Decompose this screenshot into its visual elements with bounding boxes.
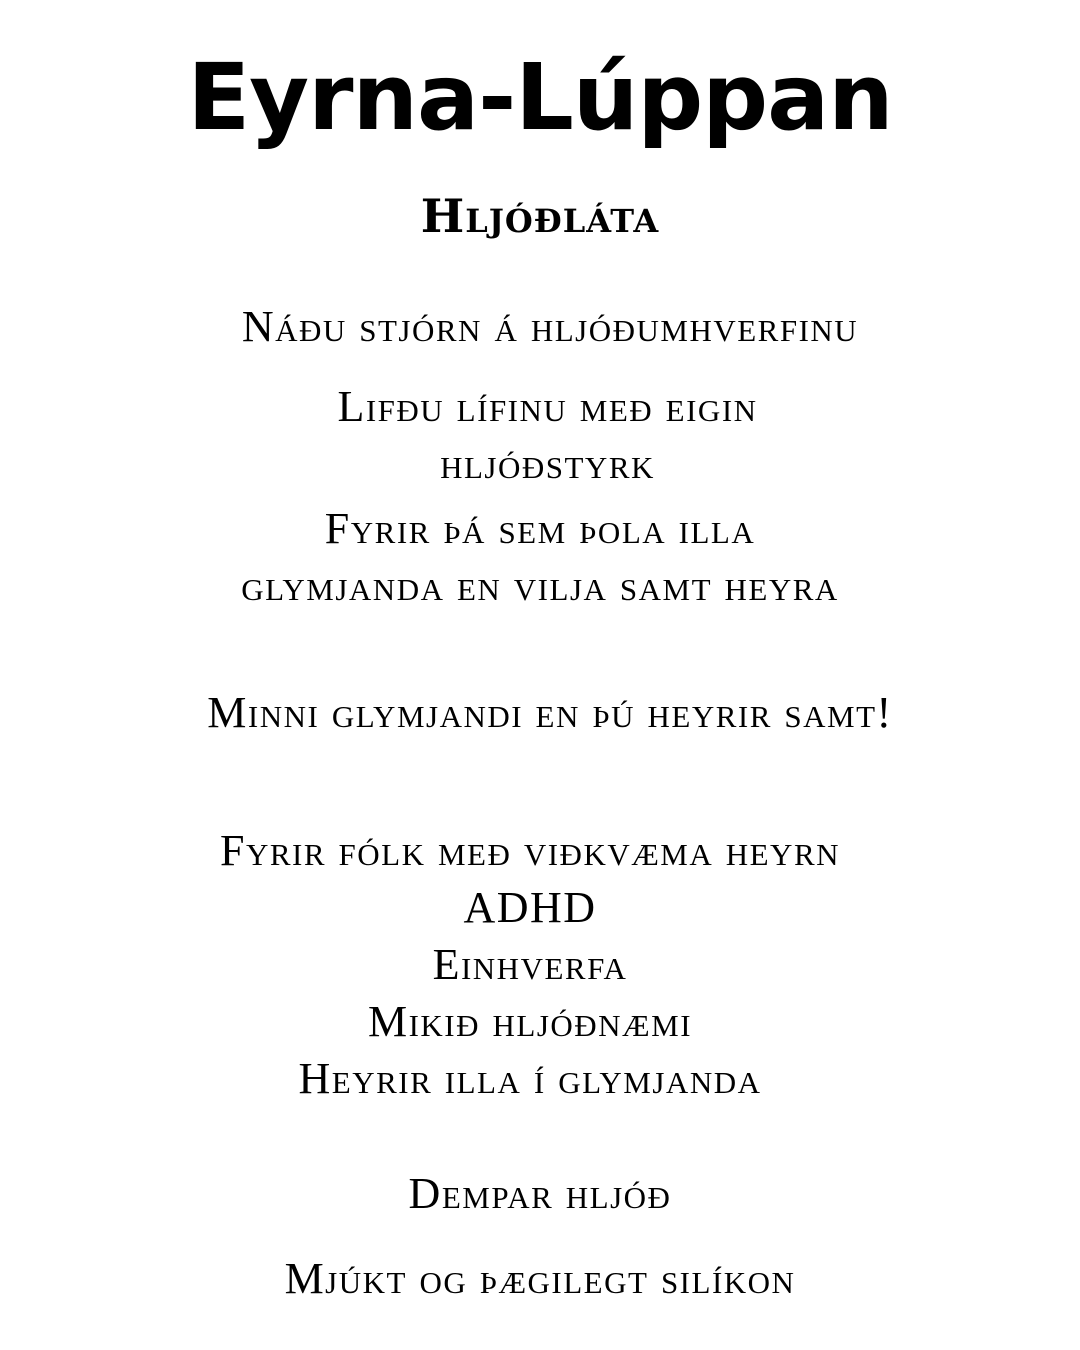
feature-dampens: Dempar hljóð xyxy=(408,1169,672,1218)
audience-list xyxy=(100,822,960,1107)
feature-for-those: Fyrir þá sem þola illa glymjanda en vilja samt heyra xyxy=(241,504,839,610)
feature-control: Náðu stjórn á hljóðumhverfinu xyxy=(241,302,859,351)
page-title: Eyrna-Lúppan xyxy=(187,44,893,151)
audience-item: Einhverfa xyxy=(432,940,628,989)
audience-item: Mikið hljóðnæmi xyxy=(367,997,693,1046)
page-subtitle: Hljóðláta xyxy=(420,189,660,243)
feature-less-noise: Minni glymjandi en þú heyrir samt! xyxy=(207,688,893,737)
feature-live: Lifðu lífinu með eigin hljóðstyrk xyxy=(337,382,758,488)
feature-silicone: Mjúkt og þægilegt silíkon xyxy=(284,1254,796,1303)
audience-item: Heyrir illa í glymjanda xyxy=(298,1054,762,1103)
audience-item: ADHD xyxy=(463,883,597,932)
audience-item: Fyrir fólk með viðkvæma heyrn xyxy=(219,826,841,875)
